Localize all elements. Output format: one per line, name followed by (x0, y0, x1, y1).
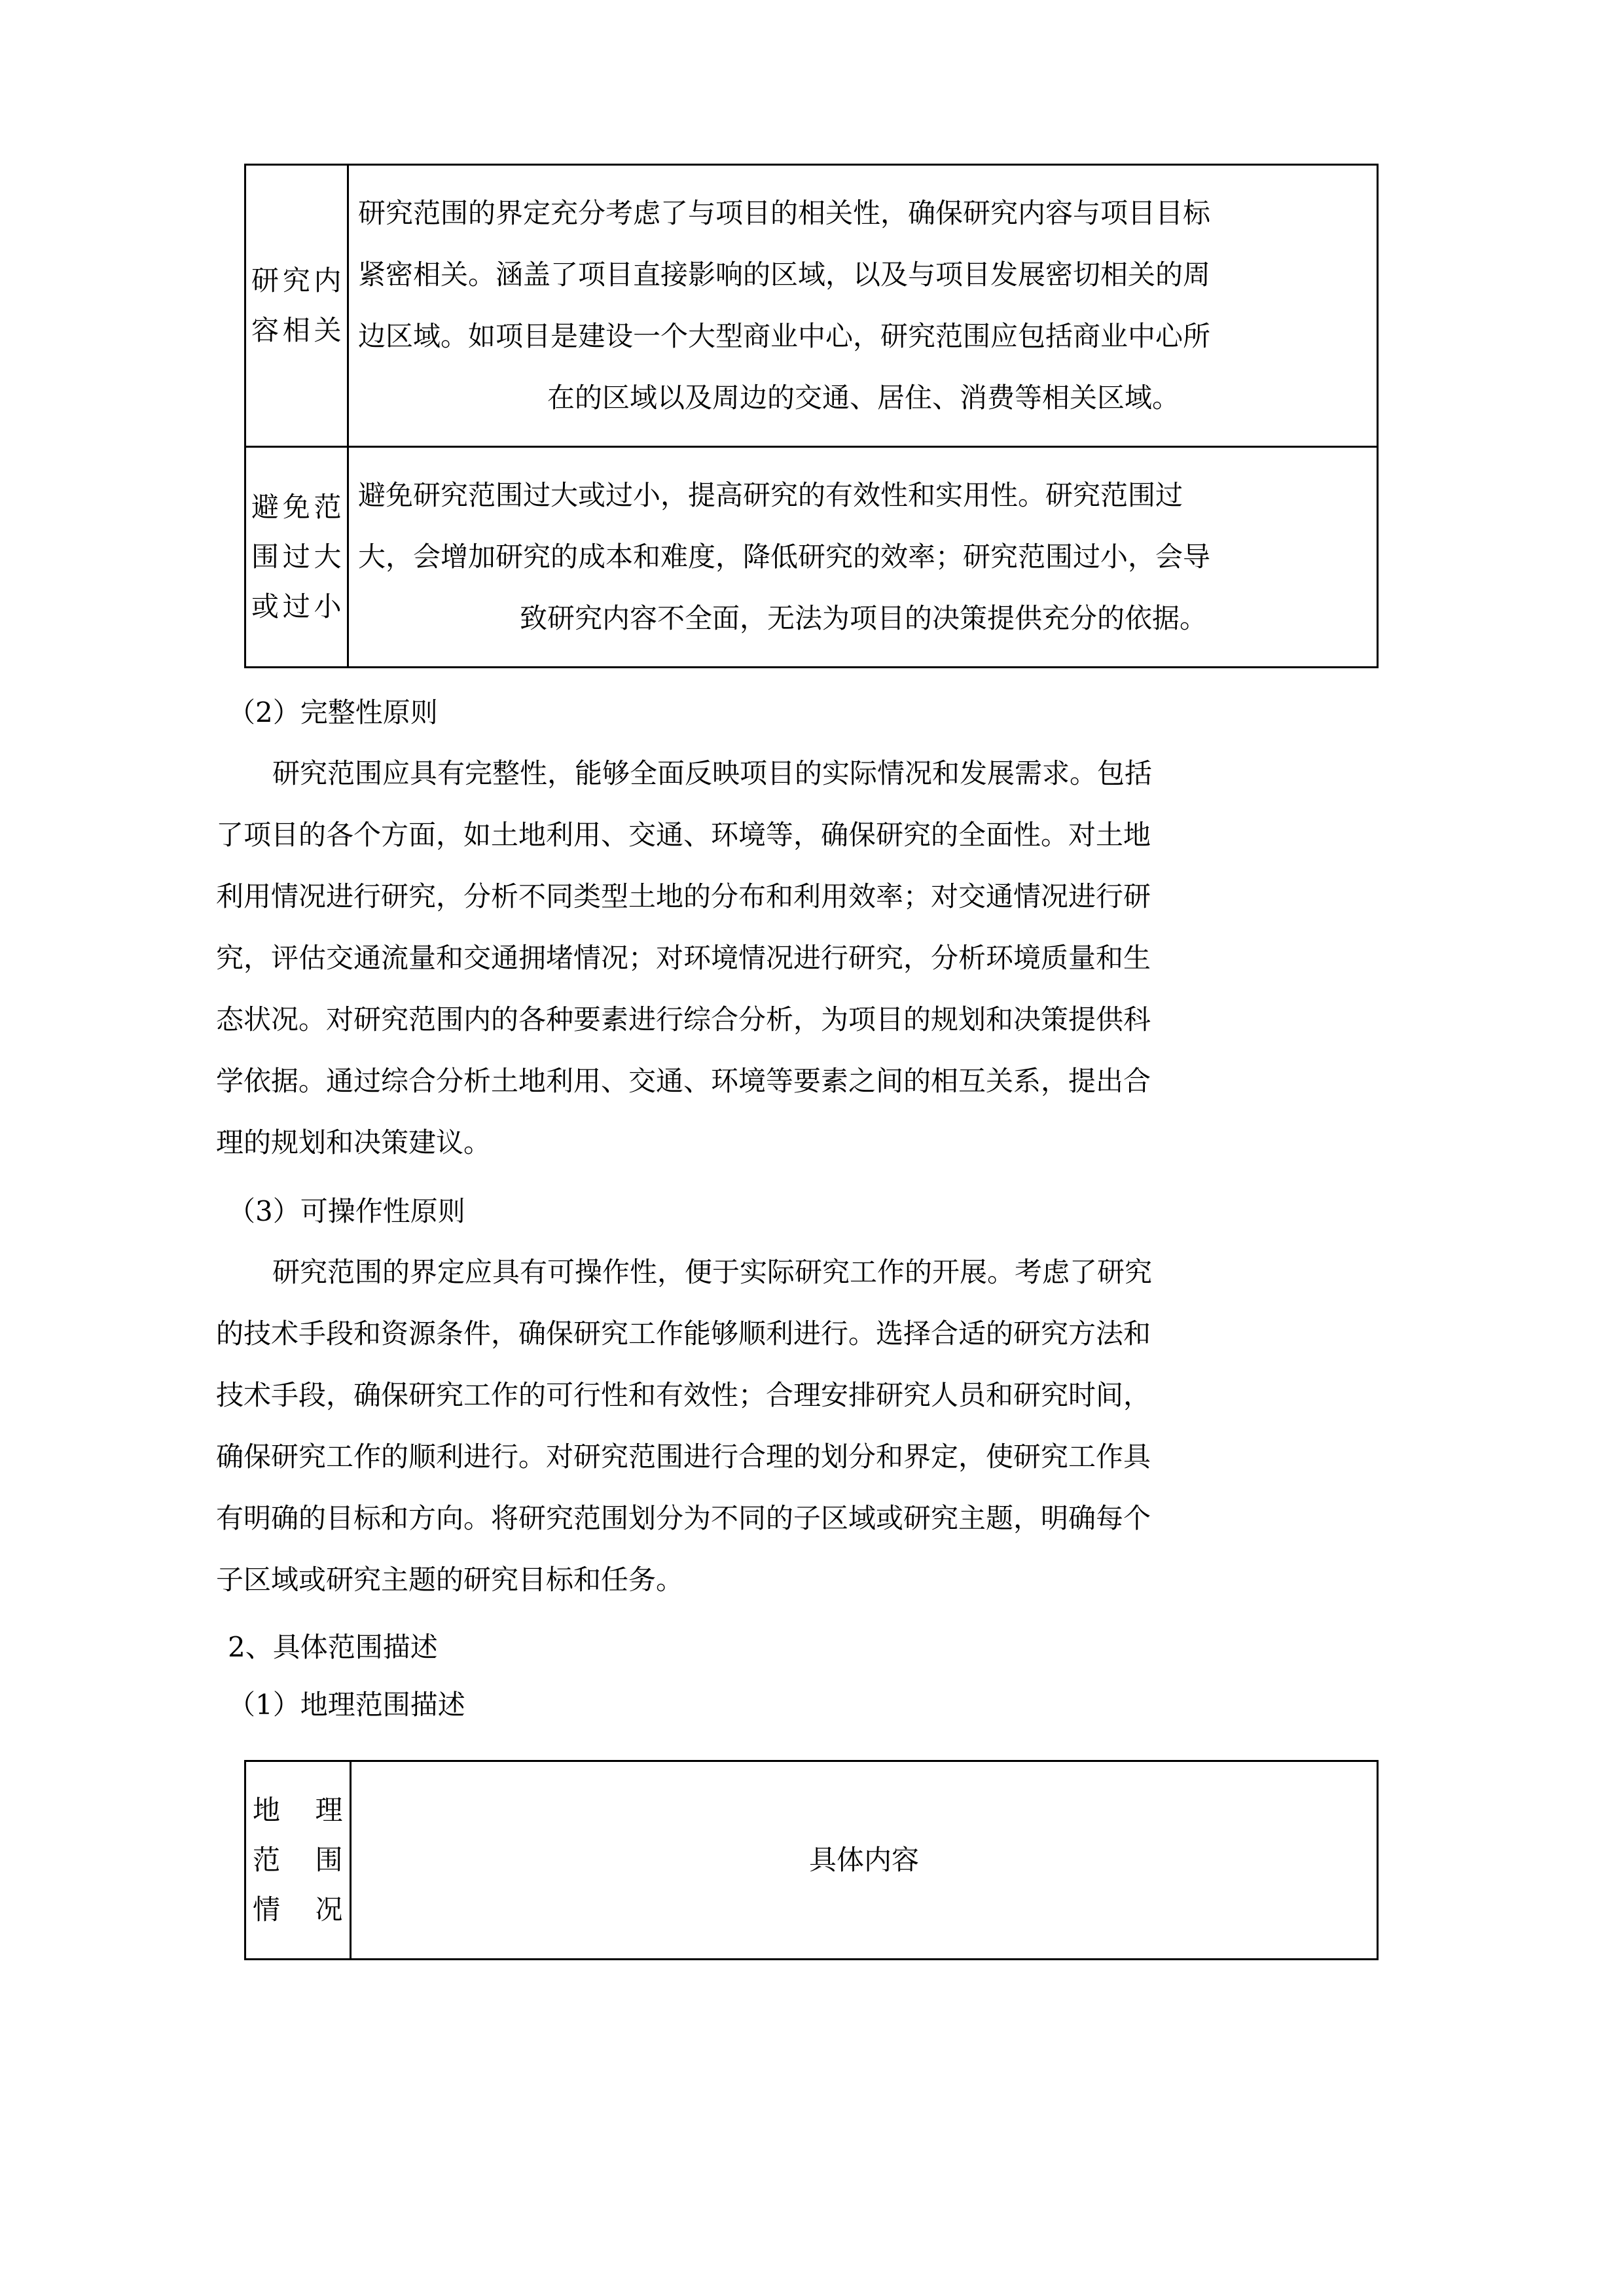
label-line: 或过小 (251, 590, 342, 622)
paragraph-line: 的技术手段和资源条件，确保研究工作能够顺利进行。选择合适的研究方法和 (216, 1318, 1151, 1350)
paragraph-line: 了项目的各个方面，如土地利用、交通、环境等，确保研究的全面性。对土地 (216, 819, 1151, 851)
paragraph-line: 技术手段，确保研究工作的可行性和有效性；合理安排研究人员和研究时间， (216, 1379, 1151, 1411)
label-line: 情况 (253, 1893, 343, 1926)
row-body-avoid-scope (348, 447, 1378, 668)
spacer (216, 1734, 1420, 1760)
spacer (216, 1174, 1420, 1181)
cell-text-line: 边区域。如项目是建设一个大型商业中心，研究范围应包括商业中心所 (358, 320, 1211, 352)
row-body-content-relevance (348, 165, 1378, 447)
paragraph-line: 理的规划和决策建议。 (216, 1126, 492, 1158)
geographic-range-table (244, 1760, 1379, 1960)
cell-text-line: 具体内容 (808, 1844, 919, 1876)
table-row (245, 1761, 1378, 1960)
spacer (216, 668, 1420, 683)
paragraph-line (216, 1242, 1420, 1303)
label-line: 地理 (253, 1794, 343, 1826)
cell-text-line: 致研究内容不全面，无法为项目的决策提供充分的依据。 (519, 602, 1207, 634)
label-line: 研究内 (251, 264, 342, 296)
label-line: 避免范 (251, 491, 342, 523)
heading-completeness-principle: （2）完整性原则 (228, 696, 438, 728)
paragraph-line: 究，评估交通流量和交通拥堵情况；对环境情况进行研究，分析环境质量和生 (216, 942, 1151, 974)
paragraph-line: 有明确的目标和方向。将研究范围划分为不同的子区域或研究主题，明确每个 (216, 1502, 1151, 1534)
cell-text-line: 大，会增加研究的成本和难度，降低研究的效率；研究范围过小，会导 (358, 541, 1211, 573)
label-line: 容相关 (251, 314, 342, 346)
table-row (245, 165, 1378, 447)
paragraph-text: 研究范围应具有完整性，能够全面反映项目的实际情况和发展需求。包括 (272, 757, 1153, 789)
label-line: 围过大 (251, 541, 342, 573)
subheading-geographic-scope-description: （1）地理范围描述 (228, 1689, 465, 1721)
paragraph-line: 利用情况进行研究，分析不同类型土地的分布和利用效率；对交通情况进行研 (216, 880, 1151, 912)
cell-text-line: 紧密相关。涵盖了项目直接影响的区域，以及与项目发展密切相关的周 (358, 259, 1211, 291)
paragraph-line: 子区域或研究主题的研究目标和任务。 (216, 1564, 684, 1596)
row-label-avoid-scope (245, 447, 348, 668)
paragraph-text: 研究范围的界定应具有可操作性，便于实际研究工作的开展。考虑了研究 (272, 1256, 1153, 1288)
heading-specific-scope-description: 2、具体范围描述 (228, 1631, 438, 1663)
label-line: 范围 (253, 1844, 343, 1876)
paragraph-line: 态状况。对研究范围内的各种要素进行综合分析，为项目的规划和决策提供科 (216, 1003, 1151, 1035)
paragraph-line: 学依据。通过综合分析土地利用、交通、环境等要素之间的相互关系，提出合 (216, 1065, 1151, 1097)
cell-text-line: 在的区域以及周边的交通、居住、消费等相关区域。 (547, 382, 1180, 414)
geo-row-label (245, 1761, 351, 1960)
heading-operability-principle: （3）可操作性原则 (228, 1195, 465, 1227)
spacer (216, 1611, 1420, 1619)
cell-text-line: 研究范围的界定充分考虑了与项目的相关性，确保研究内容与项目目标 (358, 197, 1211, 229)
paragraph-line: 确保研究工作的顺利进行。对研究范围进行合理的划分和界定，使研究工作具 (216, 1441, 1151, 1473)
table-row (245, 447, 1378, 668)
paragraph-line (216, 743, 1420, 804)
row-label-content-relevance (245, 165, 348, 447)
page-content (216, 164, 1420, 1960)
geo-row-body (351, 1761, 1378, 1960)
scope-principles-table (244, 164, 1379, 668)
cell-text-line: 避免研究范围过大或过小，提高研究的有效性和实用性。研究范围过 (358, 479, 1183, 511)
